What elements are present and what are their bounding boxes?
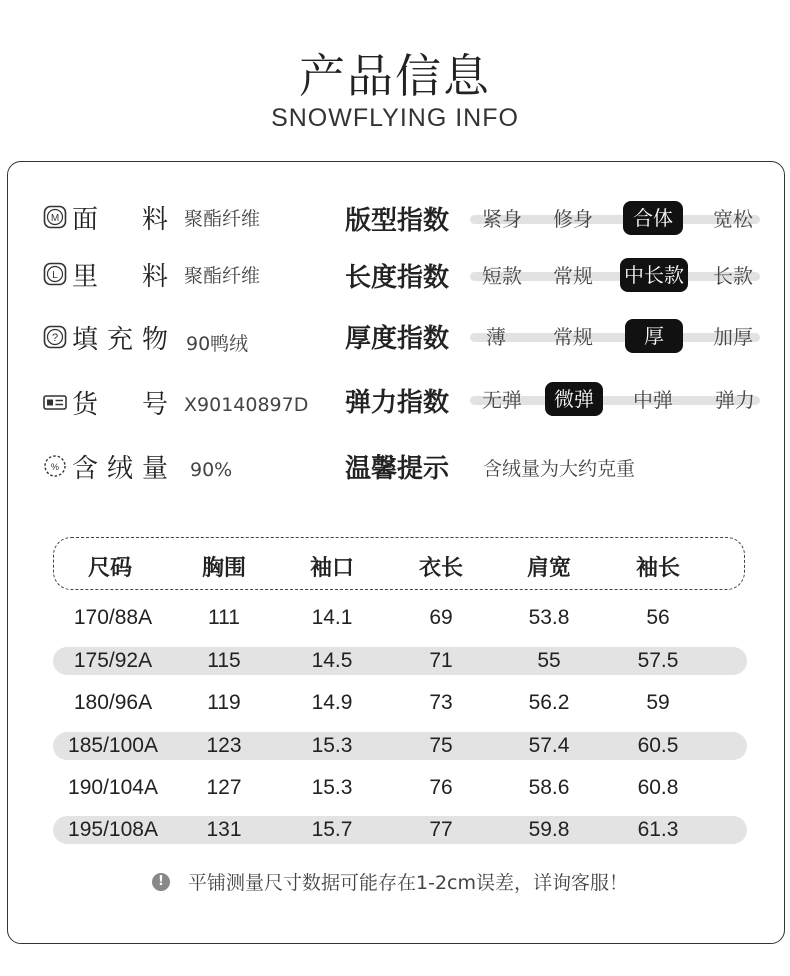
exclamation-icon: !	[152, 873, 170, 891]
table-cell: 69	[429, 606, 453, 629]
spec-value: 90%	[190, 459, 233, 481]
index-option: 薄	[486, 325, 506, 349]
spec-label: 填充物	[72, 324, 168, 355]
spec-value: 聚酯纤维	[184, 208, 261, 230]
index-option-selected: 微弹	[545, 382, 603, 416]
table-cell: 170/88A	[73, 606, 153, 629]
table-cell: 58.6	[528, 776, 570, 799]
index-option-selected: 合体	[623, 201, 683, 235]
table-cell: 73	[429, 691, 453, 714]
table-cell: 14.9	[311, 691, 353, 714]
table-cell: 60.5	[637, 734, 679, 757]
spec-value: 聚酯纤维	[184, 265, 261, 287]
table-cell: 131	[206, 818, 242, 841]
svg-text:L: L	[52, 270, 58, 281]
table-cell: 57.5	[637, 649, 679, 672]
index-label-thickness: 厚度指数	[345, 324, 450, 354]
index-label-fit: 版型指数	[345, 206, 450, 236]
index-option: 短款	[482, 264, 522, 288]
index-option: 弹力	[715, 388, 755, 412]
spec-value: 90鸭绒	[186, 333, 249, 355]
tip-label: 温馨提示	[345, 454, 450, 484]
index-option: 长款	[713, 264, 753, 288]
spec-row-fabric	[42, 199, 168, 235]
table-header-cell: 衣长	[418, 556, 463, 581]
table-cell: 75	[429, 734, 453, 757]
percent-dial-icon	[42, 453, 68, 479]
index-option: 常规	[553, 264, 593, 288]
index-option: 常规	[553, 325, 593, 349]
svg-text:?: ?	[51, 332, 59, 344]
question-box-icon	[42, 324, 68, 350]
index-option: 紧身	[482, 207, 522, 231]
table-cell: 15.3	[311, 734, 353, 757]
index-option: 加厚	[713, 325, 753, 349]
table-cell: 55	[537, 649, 561, 672]
table-cell: 15.3	[311, 776, 353, 799]
table-cell: 76	[429, 776, 453, 799]
table-cell: 59.8	[528, 818, 570, 841]
table-cell: 115	[207, 649, 241, 672]
l-circle-icon	[42, 261, 68, 287]
table-header-cell: 肩宽	[526, 556, 571, 581]
measurement-note	[152, 868, 628, 895]
table-cell: 57.4	[528, 734, 570, 757]
table-cell: 119	[207, 691, 241, 714]
svg-text:%: %	[50, 462, 60, 472]
spec-row-down-content	[42, 448, 168, 484]
table-header-cell: 尺码	[87, 556, 132, 581]
table-cell: 14.5	[311, 649, 353, 672]
table-cell: 61.3	[637, 818, 679, 841]
index-option: 无弹	[482, 388, 522, 412]
table-cell: 56	[646, 606, 670, 629]
table-cell: 56.2	[528, 691, 570, 714]
spec-label: 面 料	[72, 204, 168, 235]
table-cell: 111	[208, 606, 240, 629]
index-option: 中弹	[633, 388, 673, 412]
table-cell: 15.7	[311, 818, 353, 841]
table-cell: 59	[646, 691, 670, 714]
table-header-cell: 袖长	[635, 556, 680, 581]
spec-value: X90140897D	[184, 394, 309, 416]
index-label-elasticity: 弹力指数	[345, 388, 450, 418]
page-title: 产品信息	[299, 49, 491, 103]
table-cell: 127	[206, 776, 242, 799]
spec-label: 里 料	[72, 261, 168, 292]
table-cell: 195/108A	[68, 818, 158, 841]
spec-row-filling	[42, 319, 168, 355]
table-cell: 71	[429, 649, 453, 672]
spec-row-item-no	[42, 384, 168, 420]
table-cell: 60.8	[637, 776, 679, 799]
table-cell: 175/92A	[73, 649, 153, 672]
page-subtitle: SNOWFLYING INFO	[271, 104, 519, 132]
spec-label: 货 号	[72, 389, 168, 420]
table-cell: 190/104A	[68, 776, 158, 799]
index-label-length: 长度指数	[345, 263, 450, 293]
index-option-selected: 中长款	[620, 258, 688, 292]
index-option: 修身	[553, 207, 593, 231]
table-cell: 185/100A	[68, 734, 158, 757]
m-circle-icon	[42, 204, 68, 230]
table-cell: 180/96A	[73, 691, 153, 714]
id-card-icon	[42, 389, 68, 415]
table-cell: 123	[206, 734, 242, 757]
table-cell: 77	[429, 818, 453, 841]
index-option: 宽松	[713, 207, 753, 231]
tip-text: 含绒量为大约克重	[483, 458, 636, 480]
table-cell: 53.8	[528, 606, 570, 629]
table-header-cell: 胸围	[201, 556, 246, 581]
svg-text:M: M	[50, 213, 60, 224]
table-header-cell: 袖口	[309, 556, 354, 581]
index-option-selected: 厚	[625, 319, 683, 353]
note-text: 平铺测量尺寸数据可能存在1-2cm误差，详询客服！	[188, 872, 628, 894]
spec-row-lining	[42, 256, 168, 292]
spec-label: 含绒量	[72, 453, 168, 484]
table-cell: 14.1	[311, 606, 353, 629]
